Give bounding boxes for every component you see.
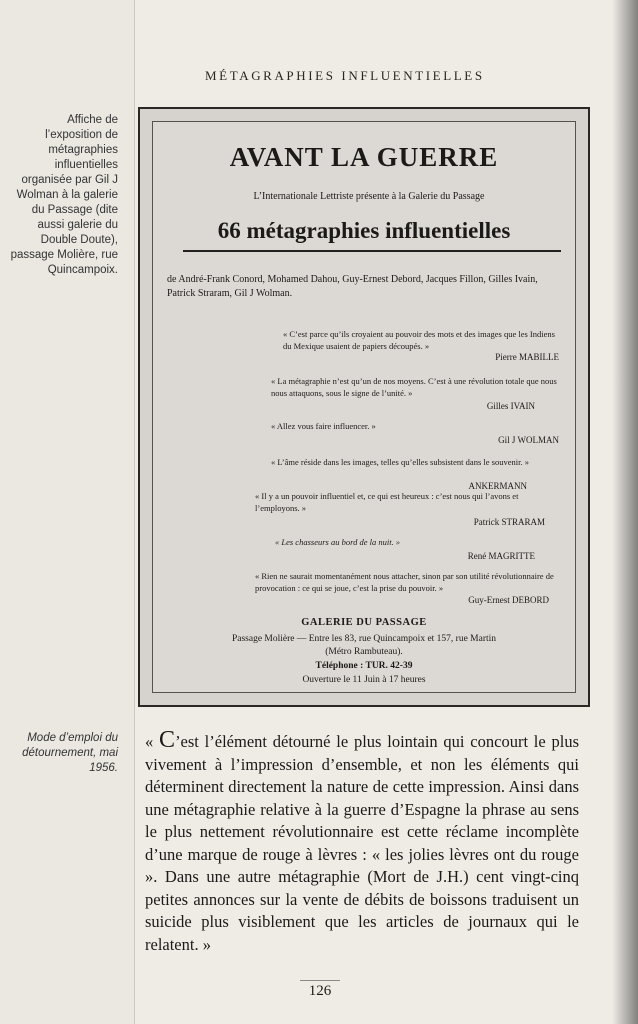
poster-headline-rule (183, 250, 561, 252)
quote-author: Gil J WOLMAN (498, 435, 559, 445)
quote-text: « Il y a un pouvoir influentiel et, ce qui est heureux : c’est nous qui l’avons et l’employons. » (255, 491, 519, 513)
poster-authors (167, 273, 567, 301)
quote-author: René MAGRITTE (467, 551, 535, 561)
quote-author: Pierre MABILLE (495, 352, 559, 362)
body-text: ’est l’élément détourné le plus lointain qui concourt le plus vivement à l’impression d’ensemble, et non les éléments qui déterminent directement la nature de cette impression. Ainsi dans une métagraphie relative à la guerre d’Espagne la phrase au sens le plus nettement révolutionnaire est cette réclame incomplète d’une marque de rouge à lèvres : « les jolies lèvres ont du rouge ». Dans une autre métagraphie (Mort de J.H.) cent vingt-cinq petites annonces sur la vente de débits de boissons traduisent un suicide plus visiblement que les articles de journaux qui le relatent. » (145, 732, 580, 954)
quote-author: Patrick STRARAM (473, 517, 545, 527)
quote-text: « L’âme réside dans les images, telles qu’elles subsistent dans le souvenir. » (271, 457, 529, 467)
quote-text: « Les chasseurs au bord de la nuit. » (275, 537, 401, 547)
poster-title: AVANT LA GUERRE (229, 142, 499, 172)
poster-headline: 66 métagraphies influentielles (217, 218, 511, 243)
drop-cap: C (159, 727, 176, 753)
quote-text: « Allez vous faire influencer. » (271, 421, 376, 431)
poster-authors-line: de André-Frank Conord, Mohamed Dahou, Guy-Ernest Debord, Jacques Fillon, Gilles Ivain, (167, 274, 538, 285)
poster-caption: Affiche de l’exposition de métagraphies influentielles organisée par Gil J Wolman à la galerie du Passage (dite aussi galerie du Double Doute), passage Molière, rue Quincampoix. (10, 114, 118, 276)
quote-author: Gilles IVAIN (486, 401, 535, 411)
venue-metro: (Métro Rambuteau). (325, 647, 403, 657)
venue-address: Passage Molière — Entre les 83, rue Quincampoix et 157, rue Martin (231, 634, 497, 644)
quote-text: « C’est parce qu’ils croyaient au pouvoir des mots et des images que les Indiens du Mexique usaient de papiers découpés. » (283, 329, 555, 351)
quote-text: « Rien ne saurait momentanément nous attacher, sinon par son utilité révolutionnaire de provocation : ce qui se joue, c’est la prise du pouvoir. » (255, 571, 554, 593)
venue-opening: Ouverture le 11 Juin à 17 heures (302, 675, 426, 685)
opening-quote-mark: « (145, 732, 160, 751)
page-gutter-shadow (612, 0, 638, 1024)
running-header: MÉTAGRAPHIES INFLUENTIELLES (205, 68, 485, 83)
exhibition-poster (138, 107, 590, 707)
quote-author: Guy-Ernest DEBORD (468, 595, 549, 605)
body-paragraph (145, 729, 579, 956)
venue-phone: Téléphone : TUR. 42-39 (315, 661, 413, 671)
poster-presents: L’Internationale Lettriste présente à la Galerie du Passage (253, 191, 485, 202)
page-number: 126 (300, 980, 340, 1000)
mode-emploi-caption: Mode d’emploi du détournement, mai 1956. (22, 732, 118, 774)
venue-name: GALERIE DU PASSAGE (301, 617, 427, 628)
poster-inner (152, 121, 576, 693)
quote-author: ANKERMANN (468, 481, 527, 491)
quote-text: « La métagraphie n’est qu’un de nos moyens. C’est à une révolution totale que nous nous attaquons, sous le signe de l’unité. » (271, 376, 557, 398)
poster-authors-line: Patrick Straram, Gil J Wolman. (167, 288, 293, 299)
